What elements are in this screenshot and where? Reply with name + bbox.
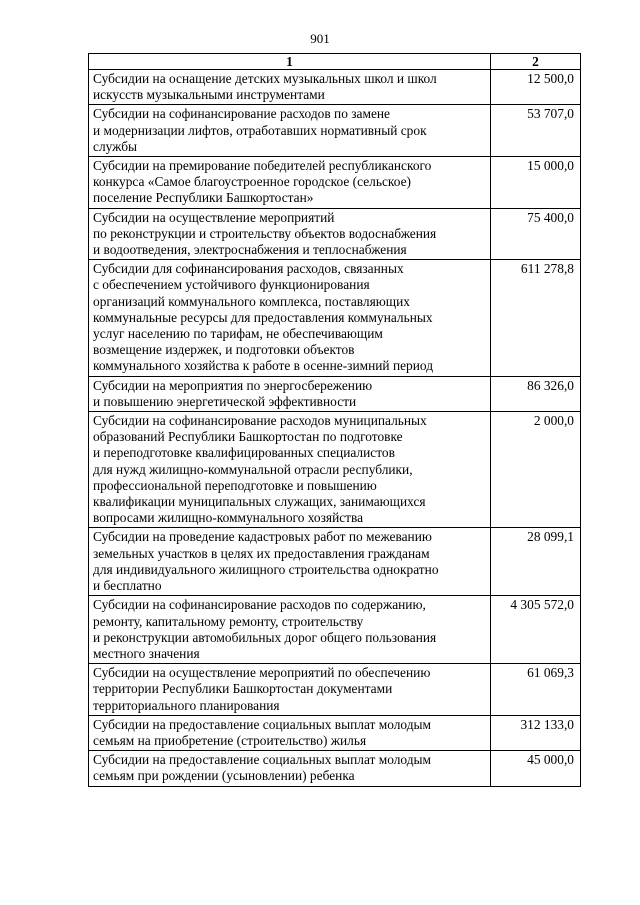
table-row	[89, 260, 581, 376]
row-description: Субсидии на предоставление социальных выплат молодым семьям при рождении (усыновлении) ребенка	[89, 751, 491, 786]
table-row	[89, 157, 581, 209]
page-number: 901	[310, 31, 330, 46]
row-description: Субсидии на предоставление социальных выплат молодым семьям на приобретение (строительство) жилья	[89, 715, 491, 750]
table-row	[89, 664, 581, 716]
row-amount: 53 707,0	[491, 105, 581, 157]
row-amount: 15 000,0	[491, 157, 581, 209]
row-description: Субсидии на софинансирование расходов муниципальных образований Республики Башкортостан по подготовке и переподготовке квалифицированных специалистов для нужд жилищно-коммунальной отрасли республики, профессиональной переподготовке и повышению квалификации муниципальных служащих, занимающихся вопросами жилищно-коммунального хозяйства	[89, 412, 491, 528]
subsidies-table	[88, 53, 581, 787]
table-row	[89, 376, 581, 411]
row-amount: 28 099,1	[491, 528, 581, 596]
table-row	[89, 208, 581, 260]
row-description: Субсидии на осуществление мероприятий по обеспечению территории Республики Башкортостан документами территориального планирования	[89, 664, 491, 716]
row-amount: 45 000,0	[491, 751, 581, 786]
table-row	[89, 105, 581, 157]
row-amount: 2 000,0	[491, 412, 581, 528]
table-row	[89, 70, 581, 105]
table-row	[89, 528, 581, 596]
column-header-amount: 2	[491, 54, 581, 70]
row-description: Субсидии на проведение кадастровых работ по межеванию земельных участков в целях их предоставления гражданам для индивидуального жилищного строительства однократно и бесплатно	[89, 528, 491, 596]
row-amount: 61 069,3	[491, 664, 581, 716]
row-description: Субсидии на премирование победителей республиканского конкурса «Самое благоустроенное городское (сельское) поселение Республики Башкортостан»	[89, 157, 491, 209]
row-description: Субсидии для софинансирования расходов, связанных с обеспечением устойчивого функционирования организаций коммунального комплекса, поставляющих коммунальные ресурсы для предоставления коммунальных услуг населению по тарифам, не обеспечивающим возмещение издержек, и подготовки объектов коммунального хозяйства к работе в осенне-зимний период	[89, 260, 491, 376]
table-row	[89, 715, 581, 750]
column-header-description: 1	[89, 54, 491, 70]
row-description: Субсидии на софинансирование расходов по содержанию, ремонту, капитальному ремонту, строительству и реконструкции автомобильных дорог общего пользования местного значения	[89, 596, 491, 664]
table-header-row	[89, 54, 581, 70]
row-description: Субсидии на мероприятия по энергосбережению и повышению энергетической эффективности	[89, 376, 491, 411]
row-description: Субсидии на софинансирование расходов по замене и модернизации лифтов, отработавших нормативный срок службы	[89, 105, 491, 157]
row-amount: 611 278,8	[491, 260, 581, 376]
row-amount: 12 500,0	[491, 70, 581, 105]
row-amount: 4 305 572,0	[491, 596, 581, 664]
row-amount: 75 400,0	[491, 208, 581, 260]
table-row	[89, 596, 581, 664]
row-amount: 86 326,0	[491, 376, 581, 411]
table-row	[89, 412, 581, 528]
row-amount: 312 133,0	[491, 715, 581, 750]
row-description: Субсидии на осуществление мероприятий по реконструкции и строительству объектов водоснабжения и водоотведения, электроснабжения и теплоснабжения	[89, 208, 491, 260]
row-description: Субсидии на оснащение детских музыкальных школ и школ искусств музыкальными инструментами	[89, 70, 491, 105]
table-row	[89, 751, 581, 786]
